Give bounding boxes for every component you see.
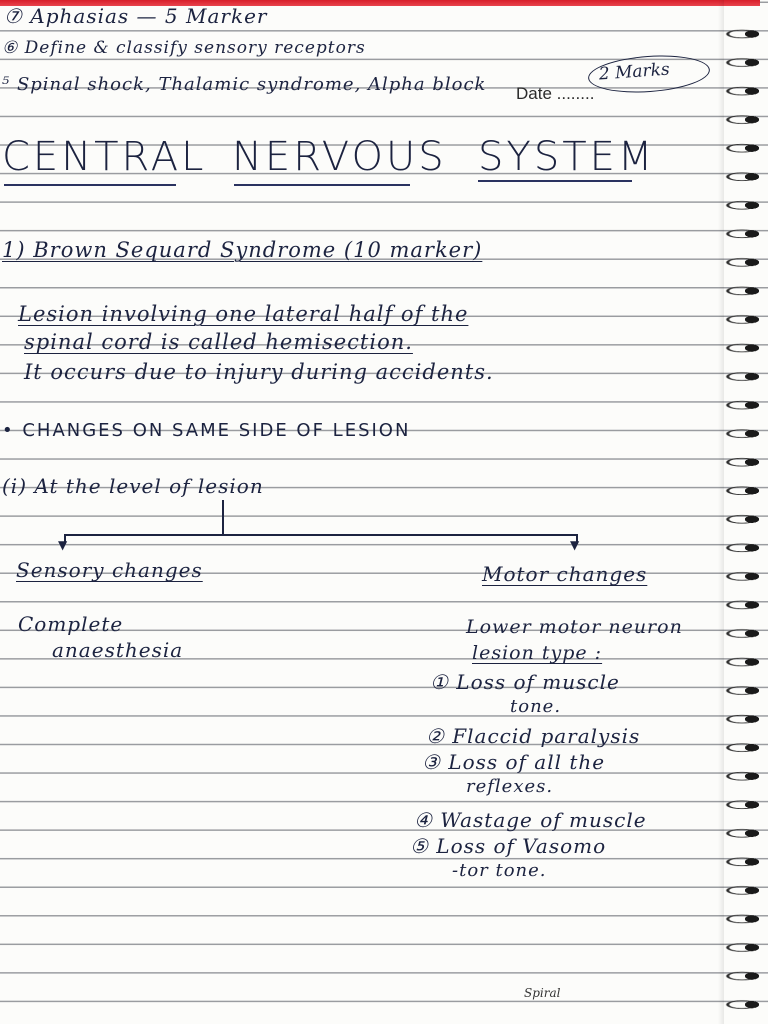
- header-note-3: ⁵ Spinal shock, Thalamic syndrome, Alpha block: [2, 74, 487, 95]
- title-rule-1: [4, 184, 176, 186]
- branch-right-arrowhead: ▼: [570, 538, 580, 552]
- motor-item-4: ④ Wastage of muscle: [414, 808, 647, 832]
- motor-changes-heading: Motor changes: [482, 562, 648, 586]
- sensory-line-2: anaesthesia: [52, 638, 184, 662]
- motor-intro-2: lesion type :: [472, 642, 603, 664]
- spiral-brand-mark: Spiral: [524, 986, 561, 1000]
- branch-stem: [222, 500, 224, 534]
- motor-item-5: ⑤ Loss of Vasomo: [410, 834, 607, 858]
- section-heading: • CHANGES ON SAME SIDE OF LESION: [2, 420, 411, 441]
- definition-line-3: It occurs due to injury during accidents.: [24, 360, 494, 384]
- motor-item-3-cont: reflexes.: [466, 776, 554, 797]
- marks-badge-text: 2 Marks: [598, 59, 671, 85]
- branch-bar: [64, 534, 578, 536]
- sensory-changes-heading: Sensory changes: [16, 558, 203, 582]
- date-label: Date ........: [516, 84, 595, 103]
- header-note-2: ⑥ Define & classify sensory receptors: [2, 38, 366, 58]
- motor-item-3: ③ Loss of all the: [422, 750, 606, 774]
- header-note-1: ⑦ Aphasias — 5 Marker: [4, 4, 268, 28]
- definition-line-2: spinal cord is called hemisection.: [24, 330, 413, 354]
- branch-left-arrowhead: ▼: [58, 538, 68, 552]
- motor-item-5-cont: -tor tone.: [452, 860, 547, 881]
- subheading: (i) At the level of lesion: [2, 474, 264, 498]
- title-word-central: CENTRAL: [2, 134, 207, 180]
- title-rule-3: [478, 180, 632, 182]
- motor-item-1-cont: tone.: [510, 696, 562, 717]
- title-rule-2: [234, 184, 410, 186]
- motor-item-1: ① Loss of muscle: [430, 670, 620, 694]
- question-heading: 1) Brown Sequard Syndrome (10 marker): [2, 238, 483, 262]
- motor-intro-1: Lower motor neuron: [466, 616, 683, 638]
- definition-line-1: Lesion involving one lateral half of the: [18, 302, 469, 326]
- motor-item-2: ② Flaccid paralysis: [426, 724, 641, 748]
- marks-badge: [587, 52, 711, 96]
- title-word-system: SYSTEM: [478, 134, 656, 180]
- title-word-nervous: NERVOUS: [232, 134, 447, 180]
- sensory-line-1: Complete: [18, 612, 124, 636]
- spiral-binding: [720, 20, 768, 1020]
